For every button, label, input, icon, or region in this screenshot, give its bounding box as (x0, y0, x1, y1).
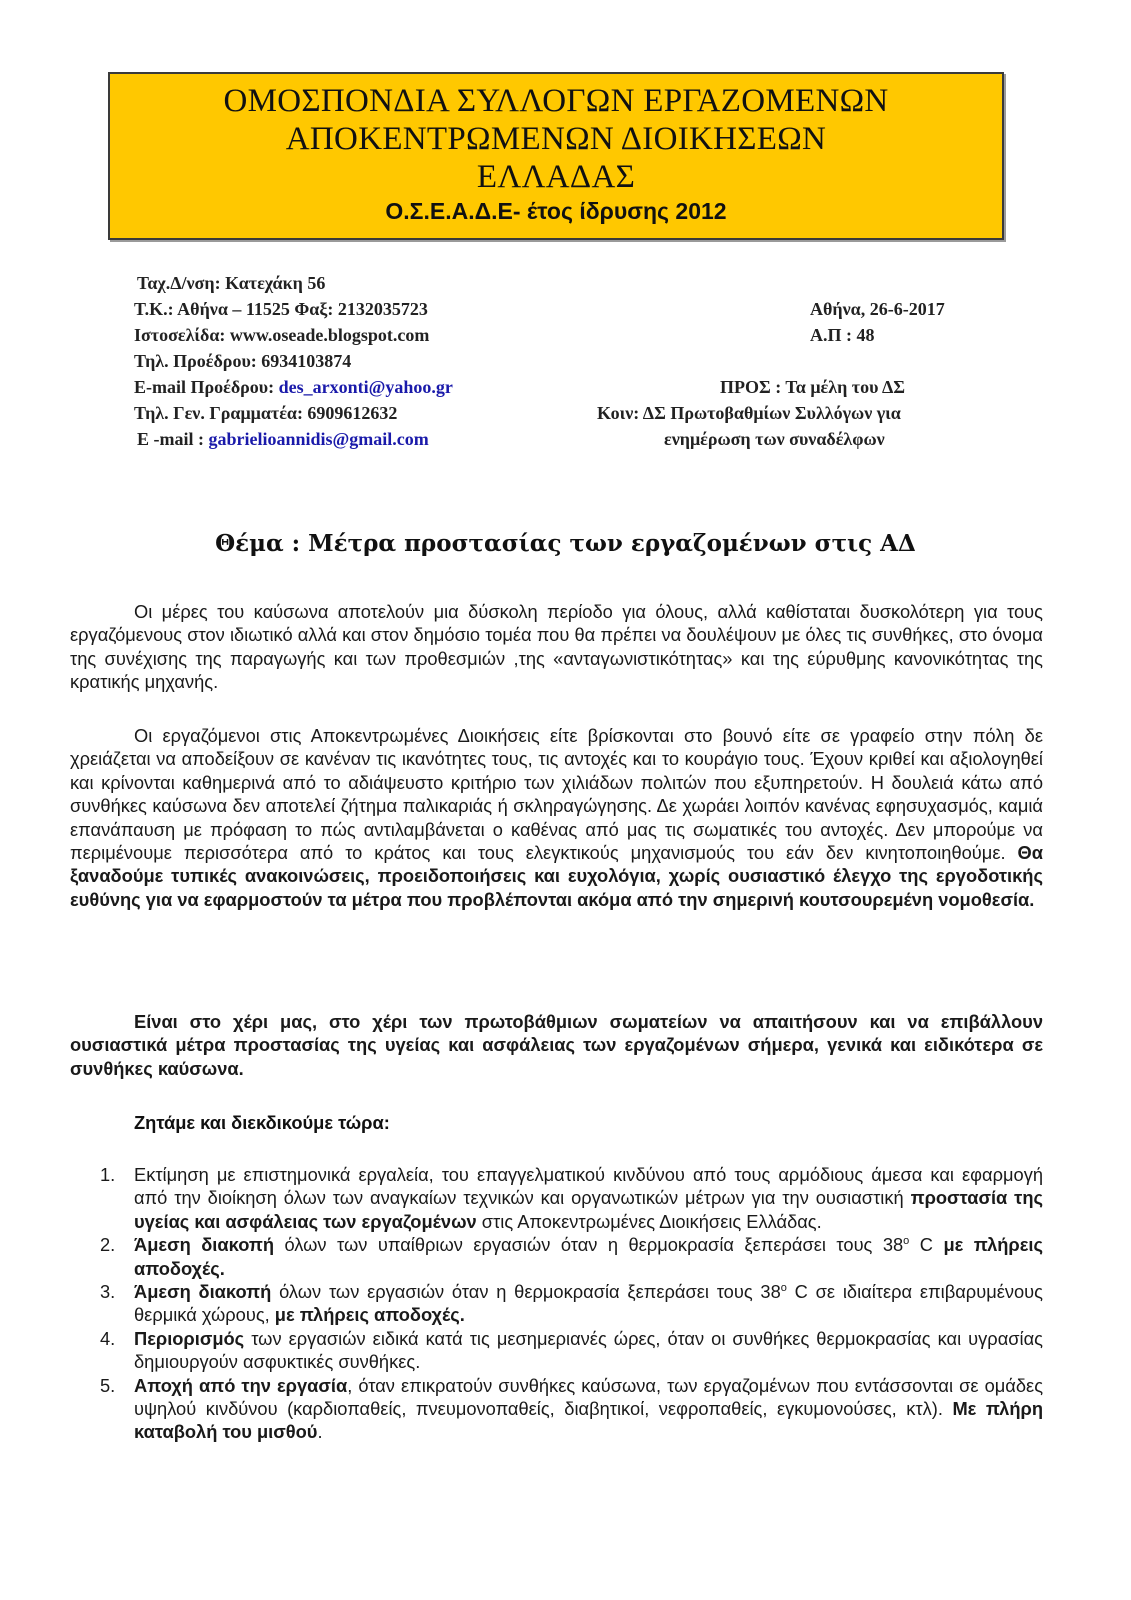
list-item (100, 1374, 1043, 1444)
contact-block (134, 270, 634, 452)
paragraph-2-text: Οι εργαζόμενοι στις Αποκεντρωμένες Διοικήσεις είτε βρίσκονται στο βουνό είτε σε γραφείο στην πόλη δε χρειάζεται να αποδείξουν σε κανέναν τις ικανότητες τους, τις αντοχές και το κουράγιο τους. Έχουν κριθεί και αξιολογηθεί και κρίνονται καθημερινά από το αδιάψευστο κριτήριο των χιλιάδων πολιτών που εξυπηρετούν. Η δουλειά κάτω από συνθήκες καύσωνα δεν αποτελεί ζήτημα παλικαριάς ή σκληραγώγησης. Δε χωράει λοιπόν κανένας εφησυχασμός, καμιά επανάπαυση με πρόφαση το πώς αντιλαμβάνεται ο καθένας από μας τις σωματικές του αντοχές. Δεν μπορούμε να περιμένουμε περισσότερα από το κράτος και τους ελεγκτικούς μηχανισμούς του εάν δεν κινητοποιηθούμε. (70, 725, 1043, 864)
list-text: Άμεση διακοπή όλων των υπαίθριων εργασιών όταν η θερμοκρασία ξεπεράσει τους $38^o$ C με πλήρεις αποδοχές. (134, 1234, 1043, 1279)
org-name-line-3: ΕΛΛΑΔΑΣ (476, 159, 636, 195)
cc-line-1: Κοιν: ΔΣ Πρωτοβαθμίων Συλλόγων για (597, 403, 901, 423)
paragraph-3 (70, 1010, 1043, 1080)
paragraph-2-bold: Θα ξαναδούμε τυπικές ανακοινώσεις, προειδοποιήσεις και ευχολόγια, χωρίς ουσιαστικό έλεγχο της εργοδοτικής ευθύνης για να εφαρμοστούν τα μέτρα που προβλέπονται ακόμα από την σημερινή κουτσουρεμένη νομοθεσία. (70, 842, 1043, 910)
protocol-number: Α.Π : 48 (810, 325, 875, 345)
secretary-email-row (134, 426, 634, 452)
header-banner (108, 72, 1004, 240)
org-subtitle: Ο.Σ.Ε.Α.Δ.Ε- έτος ίδρυσης 2012 (385, 198, 727, 224)
paragraph-1-text: Οι μέρες του καύσωνα αποτελούν μια δύσκολη περίοδο για όλους, αλλά καθίσταται δυσκολότερη για τους εργαζόμενους στον ιδιωτικό αλλά και στον δημόσιο τομέα που θα πρέπει να δουλέψουν με όλες τις συνθήκες, στο όνομα της συνέχισης της παραγωγής και των προθεσμιών ,της «ανταγωνιστικότητας» και της εύρυθμης κανονικότητας της κρατικής μηχανής. (70, 601, 1043, 693)
document-date: Αθήνα, 26-6-2017 (810, 299, 945, 319)
president-email-link[interactable]: des_arxonti@yahoo.gr (278, 377, 453, 397)
list-item (100, 1280, 1043, 1327)
president-phone: Τηλ. Προέδρου: 6934103874 (134, 351, 352, 371)
list-text: Περιορισμός των εργασιών ειδικά κατά τις μεσημεριανές ώρες, όταν οι συνθήκες θερμοκρασίας και υγρασίας δημιουργούν ασφυκτικές συνθήκες. (134, 1327, 1043, 1373)
list-item (100, 1163, 1043, 1233)
cc-line-2: ενημέρωση των συναδέλφων (664, 429, 885, 449)
president-email-label: E-mail Προέδρου: (134, 377, 279, 397)
subject-heading: Θέμα : Μέτρα προστασίας των εργαζομένων στις ΑΔ (215, 530, 916, 557)
website: Ιστοσελίδα: www.oseade.blogspot.com (134, 325, 430, 345)
address: Ταχ.Δ/νση: Κατεχάκη 56 (137, 273, 326, 293)
paragraph-1 (70, 600, 1043, 694)
recipients: ΠΡΟΣ : Τα μέλη του ΔΣ (720, 377, 906, 397)
list-text: Άμεση διακοπή όλων των εργασιών όταν η θερμοκρασία ξεπεράσει τους $38^o$ C σε ιδιαίτερα επιβαρυμένους θερμικά χώρους, με πλήρεις αποδοχές. (134, 1281, 1043, 1326)
list-number: 4. (100, 1327, 116, 1349)
org-name-line-2: ΑΠΟΚΕΝΤΡΩΜΕΝΩΝ ΔΙΟΙΚΗΣΕΩΝ (285, 121, 827, 157)
list-text: Αποχή από την εργασία, όταν επικρατούν συνθήκες καύσωνα, των εργαζομένων που εντάσσονται σε ομάδες υψηλού κινδύνου (καρδιοπαθείς, πνευμονοπαθείς, διαβητικοί, νεφροπαθείς, εγκυμονούσες, κτλ). Με πλήρη καταβολή του μισθού. (134, 1374, 1044, 1443)
list-item (100, 1233, 1043, 1280)
paragraph-3-bold: Είναι στο χέρι μας, στο χέρι των πρωτοβάθμιων σωματείων να απαιτήσουν και να επιβάλλουν ουσιαστικά μέτρα προστασίας της υγείας και ασφάλειας των εργαζομένων σήμερα, γενικά και ειδικότερα σε συνθήκες καύσωνα. (70, 1011, 1043, 1079)
demands-list (100, 1163, 1043, 1444)
org-name-line-1: ΟΜΟΣΠΟΝΔΙΑ ΣΥΛΛΟΓΩΝ ΕΡΓΑΖΟΜΕΝΩΝ (223, 83, 889, 119)
secretary-phone: Τηλ. Γεν. Γραμματέα: 6909612632 (134, 403, 398, 423)
demands-label: Ζητάμε και διεκδικούμε τώρα: (134, 1112, 390, 1133)
list-number: 2. (100, 1234, 116, 1256)
list-item (100, 1327, 1043, 1374)
list-number: 5. (100, 1374, 116, 1396)
list-text: Εκτίμηση με επιστημονικά εργαλεία, του επαγγελματικού κινδύνου από τους αρμόδιους άμεσα και εφαρμογή από την διοίκηση όλων των αναγκαίων τεχνικών και οργανωτικών μέτρων για την ουσιαστική προστασία της υγείας και ασφάλειας των εργαζομένων στις Αποκεντρωμένες Διοικήσεις Ελλάδας. (134, 1164, 1043, 1232)
paragraph-2 (70, 724, 1043, 911)
president-email-row (134, 374, 634, 400)
secretary-email-link[interactable]: gabrielioannidis@gmail.com (208, 429, 429, 449)
secretary-email-label: E -mail : (137, 429, 209, 449)
list-number: 1. (100, 1164, 116, 1185)
list-number: 3. (100, 1281, 116, 1303)
postal-fax: Τ.Κ.: Αθήνα – 11525 Φαξ: 2132035723 (134, 299, 428, 319)
